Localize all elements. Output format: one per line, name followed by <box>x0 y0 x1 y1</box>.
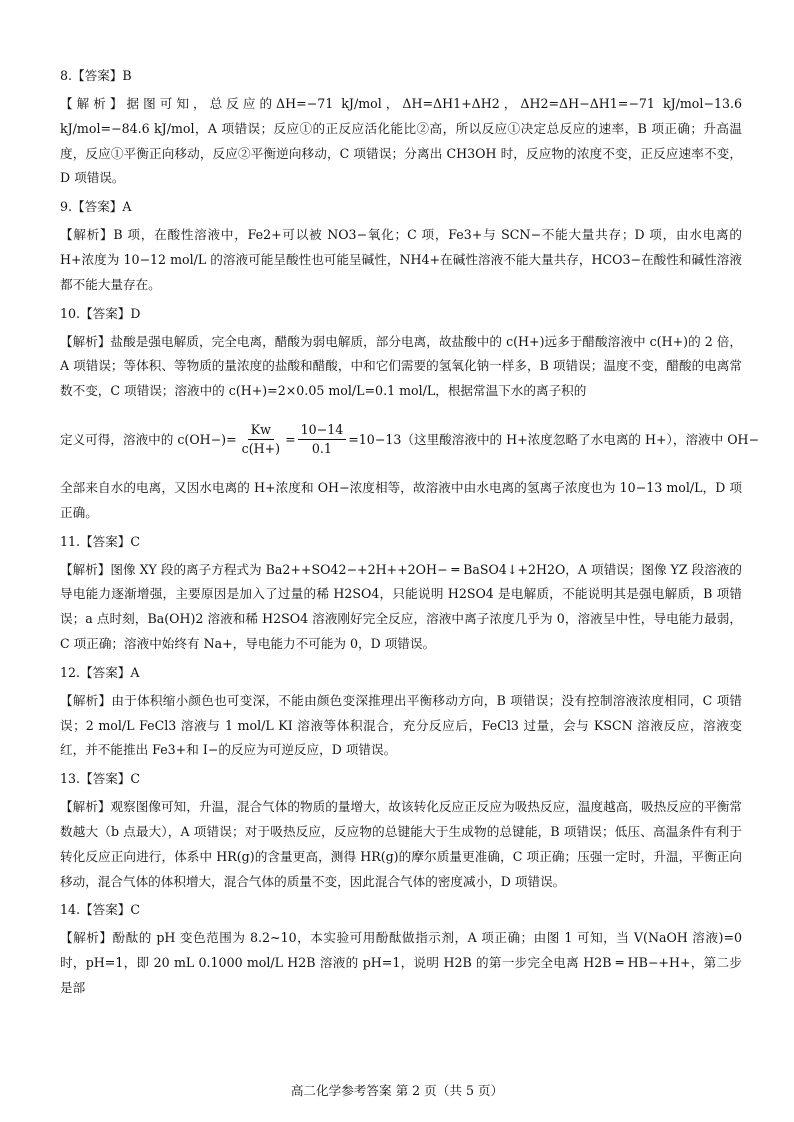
explanation-text: B 项，在酸性溶液中，Fe2+可以被 NO3−氧化；C 项，Fe3+与 SCN−不能大量共存；D 项，由水电离的 H+浓度为 10−12 mol/L 的溶液可能呈酸性也可能呈碱性，NH4+在碱性溶液不能大量共存，HCO3−在酸性和碱性溶液都不能大量存在。 <box>60 227 742 292</box>
answer-14: 14.【答案】C <box>60 902 141 918</box>
answer-11: 11.【答案】C <box>60 533 141 549</box>
answer-10: 10.【答案】D <box>60 305 141 321</box>
fraction-numerator: 10−14 <box>298 421 347 440</box>
fraction-denominator: 0.1 <box>311 441 332 457</box>
formula-suffix: =10−13（这里酸溶液中的 H+浓度忽略了水电离的 H+），溶液中 OH− <box>348 431 760 447</box>
explanation-label: 【解析】 <box>60 692 112 708</box>
formula-line <box>60 404 760 476</box>
fraction-numerator: Kw <box>248 421 274 440</box>
explanation-8 <box>60 92 742 191</box>
explanation-text: 盐酸是强电解质，完全电离，醋酸为弱电解质，部分电离，故盐酸中的 c(H+)远多于醋酸溶液中 c(H+)的 2 倍，A 项错误；等体积、等物质的量浓度的盐酸和醋酸，中和它们需要的氢氧化钠一样多，B 项错误；温度不变，醋酸的电离常数不变，C 项错误；溶液中的 c(H+)=2×0.05 mol/L=0.1 mol/L，根据常温下水的离子积的 <box>60 333 743 399</box>
explanation-label: 【解析】 <box>60 227 114 243</box>
explanation-10 <box>60 330 742 404</box>
explanation-9 <box>60 223 742 297</box>
explanation-11 <box>60 558 742 657</box>
answer-8: 8.【答案】B <box>60 68 132 83</box>
fraction-kw <box>239 421 283 458</box>
answer-12: 12.【答案】A <box>60 664 140 680</box>
explanation-label: 【解析】 <box>60 333 111 349</box>
explanation-text: 观察图像可知，升温，混合气体的物质的量增大，故该转化反应正反应为吸热反应，温度越高，吸热反应的平衡常数越大（b 点最大），A 项错误；对于吸热反应，反应物的总键能大于生成物的总键能，B 项错误；低压、高温条件有利于转化反应正向进行，体系中 HR(g)的含量更高，测得 HR(g)的摩尔质量更准确，C 项正确；压强一定时，升温，平衡正向移动，混合气体的体积增大，混合气体的质量不变，因此混合气体的密度减小，D 项错误。 <box>60 799 743 889</box>
fraction-denominator: c(H+) <box>241 441 281 457</box>
formula-prefix: 定义可得，溶液中的 c(OH−)= <box>60 431 237 447</box>
answer-9: 9.【答案】A <box>60 199 132 215</box>
explanation-text: 据图可知，总反应的ΔH=−71 kJ/mol，ΔH=ΔH1+ΔH2，ΔH2=ΔH−ΔH1=−71 kJ/mol−13.6 kJ/mol=−84.6 kJ/mol，A 项错误；反应①的正反应活化能比②高，所以反应①决定总反应的速率，B 项正确；升高温度，反应①平衡正向移动，反应②平衡逆向移动，C 项错误；分离出 CH3OH 时，反应物的浓度不变，正反应速率不变，D 项错误。 <box>60 96 743 186</box>
explanation-text: 由于体积缩小颜色也可变深，不能由颜色变深推理出平衡移动方向，B 项错误；没有控制溶液浓度相同，C 项错误；2 mol/L FeCl3 溶液与 1 mol/L KI 溶液等体积混合，充分反应后，FeCl3 过量，会与 KSCN 溶液反应，溶液变红，并不能推出 Fe3+和 I−的反应为可逆反应，D 项错误。 <box>60 692 743 758</box>
page-footer: 高二化学参考答案 第 2 页（共 5 页） <box>290 1083 504 1098</box>
explanation-text: 酚酞的 pH 变色范围为 8.2~10，本实验可用酚酞做指示剂，A 项正确；由图 1 可知，当 V(NaOH 溶液)=0 时，pH=1，即 20 mL 0.1000 mol/L H2B 溶液的 pH=1，说明 H2B 的第一步完全电离 H2B ═ HB−+H+，第二步是部 <box>60 930 743 995</box>
explanation-text: 图像 XY 段的离子方程式为 Ba2++SO42−+2H++2OH− ═ BaSO4↓+2H2O，A 项错误；图像 YZ 段溶液的导电能力逐渐增强，主要原因是加入了过量的稀 H2SO4，只能说明 H2SO4 是电解质，不能说明其是强电解质，B 项错误；a 点时刻，Ba(OH)2 溶液和稀 H2SO4 溶液刚好完全反应，溶液中离子浓度几乎为 0，溶液呈中性，导电能力最弱，C 项正确；溶液中始终有 Na+，导电能力不可能为 0，D 项错误。 <box>60 561 742 651</box>
explanation-label: 【解析】 <box>60 561 111 577</box>
explanation-label: 【解析】 <box>60 930 113 946</box>
equals-sign: = <box>285 431 296 447</box>
explanation-label: 【解析】 <box>60 96 127 111</box>
explanation-12 <box>60 689 742 763</box>
fraction-value <box>298 421 347 458</box>
explanation-14 <box>60 926 742 1000</box>
answer-page <box>60 66 760 1007</box>
explanation-13 <box>60 795 742 894</box>
explanation-label: 【解析】 <box>60 799 111 815</box>
explanation-10-cont: 全部来自水的电离，又因水电离的 H+浓度和 OH−浓度相等，故溶液中由水电离的氢离子浓度也为 10−13 mol/L，D 项正确。 <box>60 479 742 520</box>
answer-13: 13.【答案】C <box>60 771 141 787</box>
